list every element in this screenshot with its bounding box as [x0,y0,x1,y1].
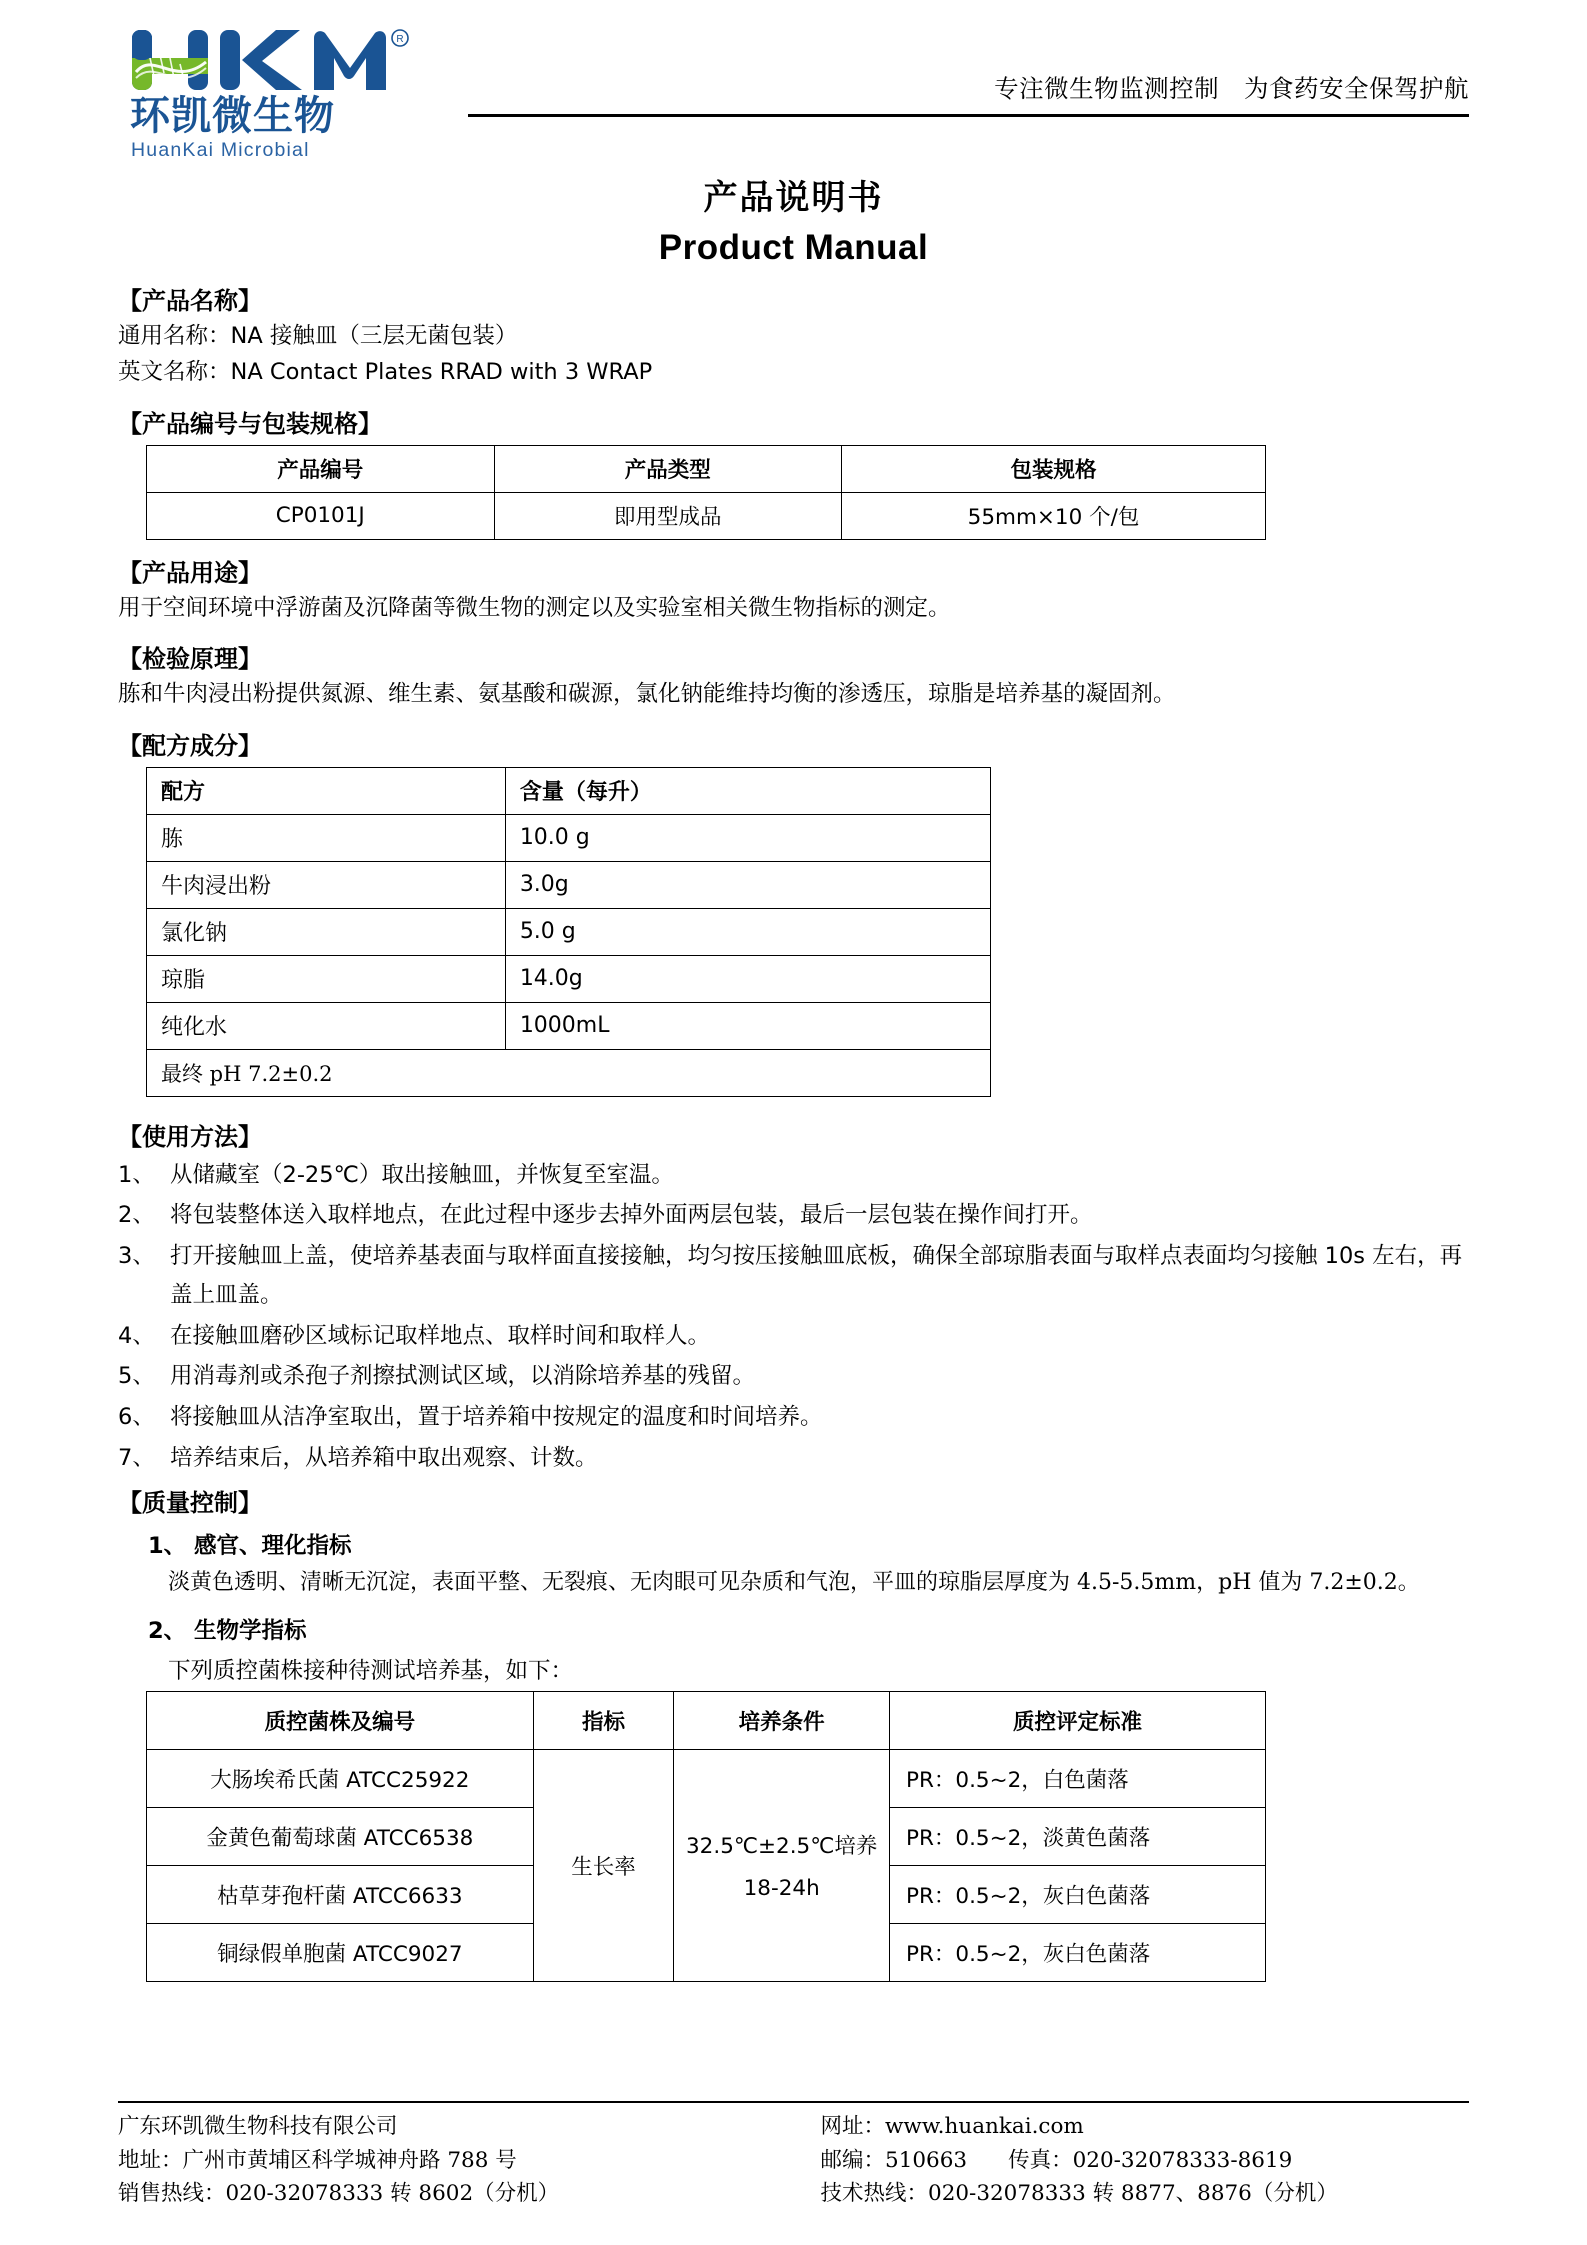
header-slogan-area [428,28,1469,117]
header-slogan: 专注微生物监测控制 为食药安全保驾护航 [994,74,1469,103]
section-heading-formula: 【配方成分】 [118,731,262,760]
formula-amount-2: 5.0 g [505,908,990,955]
spec-col-type: 产品类型 [494,445,842,492]
footer-website: 网址：www.huankai.com [820,2114,1084,2140]
formula-amount-3: 14.0g [505,955,990,1002]
formula-name-1: 牛肉浸出粉 [147,861,506,908]
formula-col-name: 配方 [147,767,506,814]
table-row [147,814,991,861]
quality-control-table [146,1691,1266,1982]
qc-condition-value [674,1749,890,1981]
header-divider [468,114,1469,117]
step-text: 培养结束后，从培养箱中取出观察、计数。 [170,1444,598,1471]
table-row [147,1002,991,1049]
spec-value-package: 55mm×10 个/包 [842,492,1266,539]
section-heading-purpose: 【产品用途】 [118,558,262,587]
page-footer [118,2101,1469,2211]
qc-col-indicator: 指标 [533,1691,674,1749]
step-number: 3、 [118,1243,155,1270]
qc-indicator-value: 生长率 [533,1749,674,1981]
step-text: 用消毒剂或杀孢子剂擦拭测试区域，以消除培养基的残留。 [170,1363,756,1390]
qc-condition-line2: 18-24h [743,1876,820,1902]
page-title-en: Product Manual [658,228,929,267]
logo-chinese-name: 环凯微生物 [130,94,335,138]
qc-criterion-1: PR：0.5~2，淡黄色菌落 [889,1807,1265,1865]
table-row [147,955,991,1002]
spec-value-code: CP0101J [147,492,495,539]
formula-name-2: 氯化钠 [147,908,506,955]
quality-sub2-title: 2、 生物学指标 [148,1617,307,1644]
footer-company-name: 广东环凯微生物科技有限公司 [118,2114,398,2140]
usage-steps-list [118,1156,1469,1478]
step-number: 4、 [118,1322,155,1349]
purpose-text: 用于空间环境中浮游菌及沉降菌等微生物的测定以及实验室相关微生物指标的测定。 [118,594,951,621]
step-number: 2、 [118,1202,155,1229]
footer-postcode-fax: 邮编：510663 传真：020-32078333-8619 [820,2147,1293,2173]
page-header [118,28,1469,161]
section-heading-usage: 【使用方法】 [118,1122,262,1151]
qc-strain-3: 铜绿假单胞菌 ATCC9027 [147,1923,534,1981]
quality-sub1-text: 淡黄色透明、清晰无沉淀，表面平整、无裂痕、无肉眼可见杂质和气泡，平皿的琼脂层厚度为 4.5-5.5mm，pH 值为 7.2±0.2。 [168,1570,1420,1596]
section-heading-quality: 【质量控制】 [118,1489,262,1518]
list-item [118,1237,1469,1314]
step-number: 7、 [118,1444,155,1471]
step-text: 打开接触皿上盖，使培养基表面与取样面直接接触，均匀按压接触皿底板，确保全部琼脂表面与取样点表面均匀接触 10s 左右，再盖上皿盖。 [170,1243,1463,1308]
formula-amount-1: 3.0g [505,861,990,908]
spec-value-type: 即用型成品 [494,492,842,539]
list-item [118,1398,1469,1437]
qc-col-strain: 质控菌株及编号 [147,1691,534,1749]
footer-address: 地址：广州市黄埔区科学城神舟路 788 号 [118,2147,517,2173]
step-text: 将包装整体送入取样地点，在此过程中逐步去掉外面两层包装，最后一层包装在操作间打开。 [170,1202,1093,1229]
step-number: 1、 [118,1161,155,1188]
qc-table-header-row [147,1691,1266,1749]
spec-table-header-row [147,445,1266,492]
table-row [147,1749,1266,1807]
step-number: 6、 [118,1403,155,1430]
step-text: 从储藏室（2-25℃）取出接触皿，并恢复至室温。 [170,1161,674,1188]
formula-col-amount: 含量（每升） [505,767,990,814]
hkm-logo-icon [128,28,418,94]
formula-amount-4: 1000mL [505,1002,990,1049]
footer-company-info [118,2110,821,2211]
formula-amount-0: 10.0 g [505,814,990,861]
qc-strain-2: 枯草芽孢杆菌 ATCC6633 [147,1865,534,1923]
formula-name-0: 胨 [147,814,506,861]
table-row [147,908,991,955]
list-item [118,1439,1469,1478]
step-number: 5、 [118,1363,155,1390]
list-item [118,1357,1469,1396]
formula-name-3: 琼脂 [147,955,506,1002]
product-generic-name: 通用名称：NA 接触皿（三层无菌包装） [118,323,518,349]
formula-name-4: 纯化水 [147,1002,506,1049]
list-item [118,1196,1469,1235]
qc-condition-line1: 32.5℃±2.5℃培养 [686,1834,878,1860]
table-row [147,861,991,908]
qc-criterion-0: PR：0.5~2，白色菌落 [889,1749,1265,1807]
section-heading-product-name: 【产品名称】 [118,287,262,315]
qc-col-condition: 培养条件 [674,1691,890,1749]
qc-col-criterion: 质控评定标准 [889,1691,1265,1749]
logo-english-name: HuanKai Microbial [131,139,310,161]
page-title-cn: 产品说明书 [703,178,884,218]
table-row [147,492,1266,539]
step-text: 将接触皿从洁净室取出，置于培养箱中按规定的温度和时间培养。 [170,1403,823,1430]
spec-col-package: 包装规格 [842,445,1266,492]
spec-table [146,445,1266,540]
section-heading-spec: 【产品编号与包装规格】 [118,409,382,438]
formula-final-ph-row [147,1049,991,1096]
principle-text: 胨和牛肉浸出粉提供氮源、维生素、氨基酸和碳源，氯化钠能维持均衡的渗透压，琼脂是培养基的凝固剂。 [118,681,1176,708]
qc-strain-0: 大肠埃希氏菌 ATCC25922 [147,1749,534,1807]
qc-strain-1: 金黄色葡萄球菌 ATCC6538 [147,1807,534,1865]
list-item [118,1317,1469,1356]
quality-sub1-title: 1、 感官、理化指标 [148,1533,352,1560]
footer-contact-info [821,2110,1469,2211]
footer-tech-hotline: 技术热线：020-32078333 转 8877、8876（分机） [820,2181,1338,2207]
step-text: 在接触皿磨砂区域标记取样地点、取样时间和取样人。 [170,1322,711,1349]
spec-col-code: 产品编号 [147,445,495,492]
company-logo [118,28,428,162]
footer-sales-hotline: 销售热线：020-32078333 转 8602（分机） [118,2181,560,2207]
svg-text:R: R [396,34,404,45]
footer-divider [118,2101,1469,2103]
section-heading-principle: 【检验原理】 [118,645,262,674]
quality-sub2-intro: 下列质控菌株接种待测试培养基，如下： [168,1657,574,1684]
list-item [118,1156,1469,1195]
qc-criterion-3: PR：0.5~2，灰白色菌落 [889,1923,1265,1981]
qc-criterion-2: PR：0.5~2，灰白色菌落 [889,1865,1265,1923]
hkm-logo-mark [128,28,418,94]
formula-final-ph: 最终 pH 7.2±0.2 [147,1049,991,1096]
product-english-name: 英文名称：NA Contact Plates RRAD with 3 WRAP [118,359,653,386]
formula-table [146,767,991,1097]
formula-table-header-row [147,767,991,814]
